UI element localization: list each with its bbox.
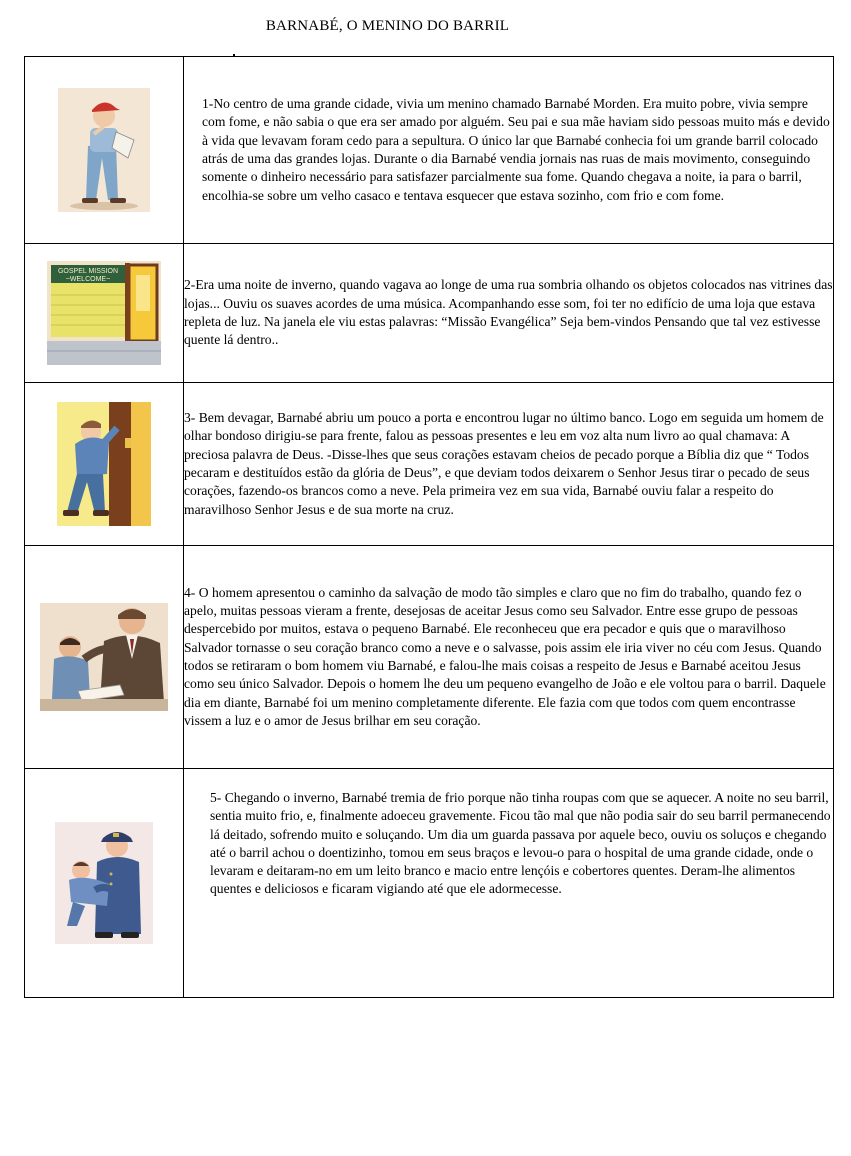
paragraph-2: 2-Era uma noite de inverno, quando vagava ao longe de uma rua sombria olhando os objetos colocados nas vitrines das lojas... Ouviu os suaves acordes de uma música. Acompanhando esse som, foi ter no edifício de uma loja que estava repleta de luz. Na janela ele viu estas palavras: “Missão Evangélica” Seja bem-vindos Pensando que tal vez estivesse quente lá dentro.. bbox=[184, 244, 834, 383]
illustration-cell bbox=[25, 546, 184, 769]
table-row bbox=[25, 769, 834, 998]
illustration-cell bbox=[25, 244, 184, 383]
illustration-cell bbox=[25, 57, 184, 244]
story-table bbox=[24, 56, 834, 998]
table-row bbox=[25, 383, 834, 546]
page-title: BARNABÉ, O MENINO DO BARRIL bbox=[265, 18, 510, 34]
paragraph-1: 1-No centro de uma grande cidade, vivia um menino chamado Barnabé Morden. Era muito pobre, vivia sempre com fome, e não sabia o que era ser amado por alguém. Seu pai e sua mãe haviam sido pessoas muito más e devido à vida que levavam foram cedo para a sepultura. O único lar que Barnabé conhecia foi um grande barril colocado atrás de uma das grandes lojas. Durante o dia Barnabé vendia jornais nas ruas de mais movimento, conseguindo somente o dinheiro necessário para satisfazer parcialmente sua fome. Quando chegava a noite, ia para o barril, encolhia-se sobre um velho casaco e tentava esquecer que estava sozinho, com frio e com fome. bbox=[184, 57, 834, 244]
mission-sign-line2: ~WELCOME~ bbox=[65, 276, 111, 283]
illustration-cell bbox=[25, 383, 184, 546]
boy-holding-newspaper-illustration bbox=[58, 88, 150, 212]
policeman-carrying-boy-illustration bbox=[55, 822, 153, 944]
boy-opening-door-illustration bbox=[57, 402, 151, 526]
paragraph-3: 3- Bem devagar, Barnabé abriu um pouco a porta e encontrou lugar no último banco. Logo em seguida um homem de olhar bondoso dirigiu-se para frente, falou as pessoas presentes e leu em voz alta num livro ao qual chamava: A preciosa palavra de Deus. -Disse-lhes que seus corações estavam cheios de pecado porque a Bíblia diz que “ Todos pecaram e destituídos estão da glória de Deus”, e que deviam todos deixarem o Senhor Jesus tirar o pecado de seus corações, fazendo-os brancos como a neve. Pela primeira vez em sua vida, Barnabé ouviu falar a respeito do maravilhoso Senhor Jesus e de sua morte na cruz. bbox=[184, 383, 834, 546]
gospel-mission-building-illustration bbox=[47, 261, 161, 365]
paragraph-4: 4- O homem apresentou o caminho da salvação de modo tão simples e claro que no fim do trabalho, quando fez o apelo, muitas pessoas vieram a frente, desejosas de aceitar Jesus como seu Salvador. Entre esse grupo de pessoas despercebido por muitos, estava o pequeno Barnabé. Ele reconheceu que era pecador e quis que o maravilhoso Salvador tornasse o seu coração branco como a neve e o salvasse, pois assim ele iria viver no céu com Jesus. Quando todos se retiraram o bom homem viu Barnabé, e falou-lhe mais coisas a respeito de Jesus e Barnabé aceitou Jesus como seu único Salvador. Depois o homem lhe deu um pequeno evangelho de João e ele voltou para o barril. Daquele dia em diante, Barnabé foi um menino completamente diferente. Ele fazia com que todos com quem encontrasse vissem a luz e o amor de Jesus brilhar em seu coração. bbox=[184, 546, 834, 769]
man-comforting-boy-illustration bbox=[40, 603, 168, 711]
paragraph-5: 5- Chegando o inverno, Barnabé tremia de frio porque não tinha roupas com que se aquecer. A noite no seu barril, sentia muito frio, e, finalmente adoeceu gravemente. Ficou tão mal que não podia sair do seu barril permanecendo lá deitado, sofrendo muito e soluçando. Um dia um guarda passava por aquele beco, ouviu os soluços e chegando até o barril achou o doentizinho, tomou em seus braços e levou-o para o hospital de uma grande cidade, onde o levaram e deitaram-no em um leito branco e macio entre lençóis e cobertores quentes. Deram-lhe alimentos quentes e deliciosos e ficaram vigiando até que ele adormecesse. bbox=[184, 769, 834, 998]
table-row bbox=[25, 546, 834, 769]
illustration-cell bbox=[25, 769, 184, 998]
table-row bbox=[25, 57, 834, 244]
mission-sign-line1: GOSPEL MISSION bbox=[57, 268, 119, 275]
table-row bbox=[25, 244, 834, 383]
